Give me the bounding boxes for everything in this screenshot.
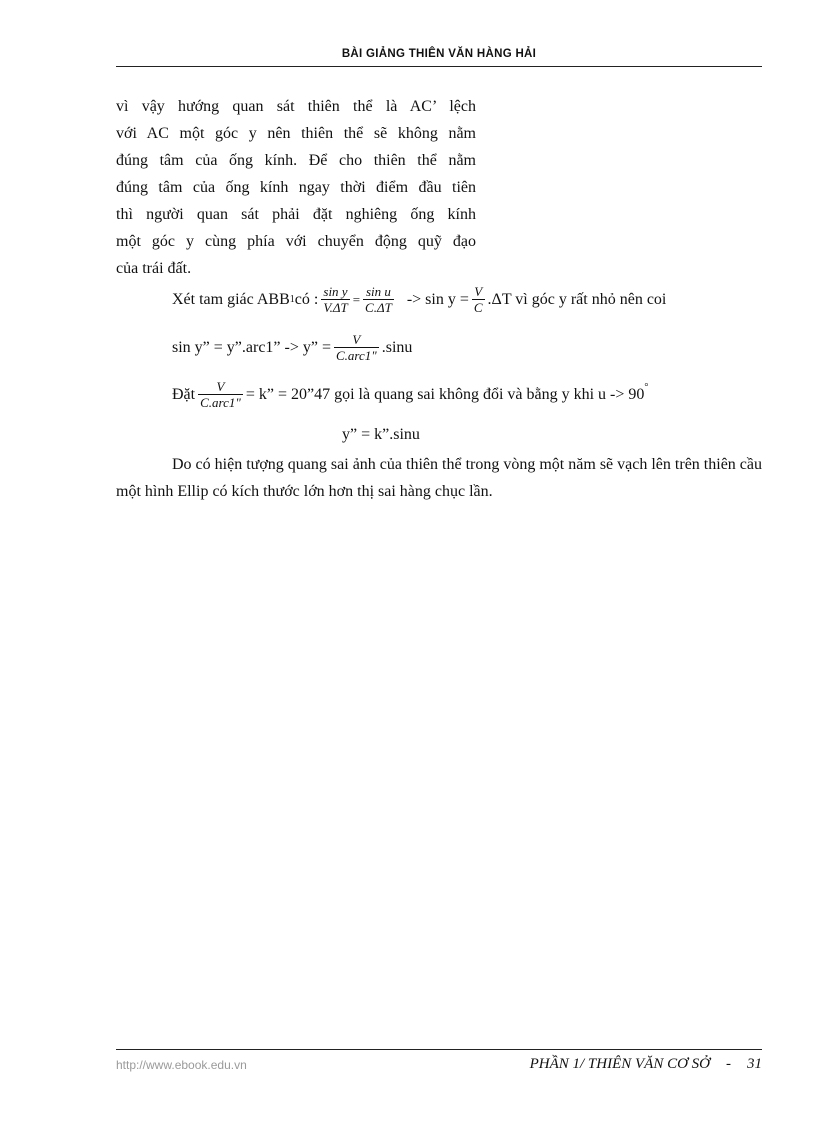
page-number: 31 [747, 1056, 762, 1072]
column-line: đúng tâm của ống kính. Để cho thiên thể nằm [116, 152, 476, 169]
fraction-v-over-c: $\frac{V}{C}$ [473, 284, 483, 315]
closing-paragraph: Do có hiện tượng quang sai ảnh của thiên thể trong vòng một năm sẽ vạch lên trên thiên cầu một hình Ellip có kích thước lớn hơn thị sai hàng chục lần. [116, 456, 762, 500]
footer-url: http://www.ebook.edu.vn [116, 1058, 247, 1072]
column-line: với AC một góc y nên thiên thể sẽ không nằm [116, 125, 476, 142]
equation-line-4: y” = k”.sinu [342, 426, 420, 443]
eq2-tail: .sinu [381, 338, 413, 356]
eq3-lead: Đặt [172, 385, 196, 403]
column-line: vì vậy hướng quan sát thiên thể là AC’ lệch [116, 98, 476, 115]
eq2-lead: sin y” = y”.arc1” -> y” = [172, 338, 332, 356]
fraction-sinu-over-cdt: $\frac{\text{sin u}}{C.\Delta T}$ [365, 284, 392, 315]
degree-symbol: ° [644, 382, 649, 393]
column-line: đúng tâm của ống kính ngay thời điểm đầu tiên [116, 179, 476, 196]
column-line: một góc y cùng phía với chuyển động quỹ đạo [116, 233, 476, 250]
column-line: của trái đất. [116, 260, 192, 277]
fraction-v-over-carc1-k: $\frac{V}{\text{C.arc1"}}$ [200, 379, 241, 410]
footer-section [530, 1056, 762, 1073]
eq1-mid: -> sin y = [406, 290, 469, 308]
eq1-equals: = [352, 291, 361, 307]
eq1-lead-tail: có : [294, 290, 319, 308]
header-rule [116, 66, 762, 67]
text-column [116, 93, 476, 282]
equation-line-2 [172, 332, 412, 363]
fraction-siny-over-vdt: $\frac{\text{sin y}}{V.\Delta T}$ [323, 284, 348, 315]
page-header-title: BÀI GIẢNG THIÊN VĂN HÀNG HẢI [341, 48, 537, 60]
column-line: thì người quan sát phải đặt nghiêng ống kính [116, 206, 476, 223]
eq3-tail: = k” = 20”47 gọi là quang sai không đổi và bằng y khi u -> 90 [245, 385, 645, 403]
eq1-tail: .ΔT vì góc y rất nhỏ nên coi [487, 290, 667, 308]
equation-line-3 [172, 379, 648, 410]
eq1-subscript: 1 [289, 294, 295, 305]
fraction-v-over-carc1: $\frac{V}{\text{C.arc1"}}$ [336, 332, 377, 363]
footer-section-title: PHẦN 1/ THIÊN VĂN CƠ SỞ [529, 1056, 710, 1072]
equation-line-1 [172, 284, 666, 315]
footer-rule [116, 1049, 762, 1050]
eq1-lead: Xét tam giác ABB [172, 290, 290, 308]
footer-separator: - [726, 1056, 731, 1072]
